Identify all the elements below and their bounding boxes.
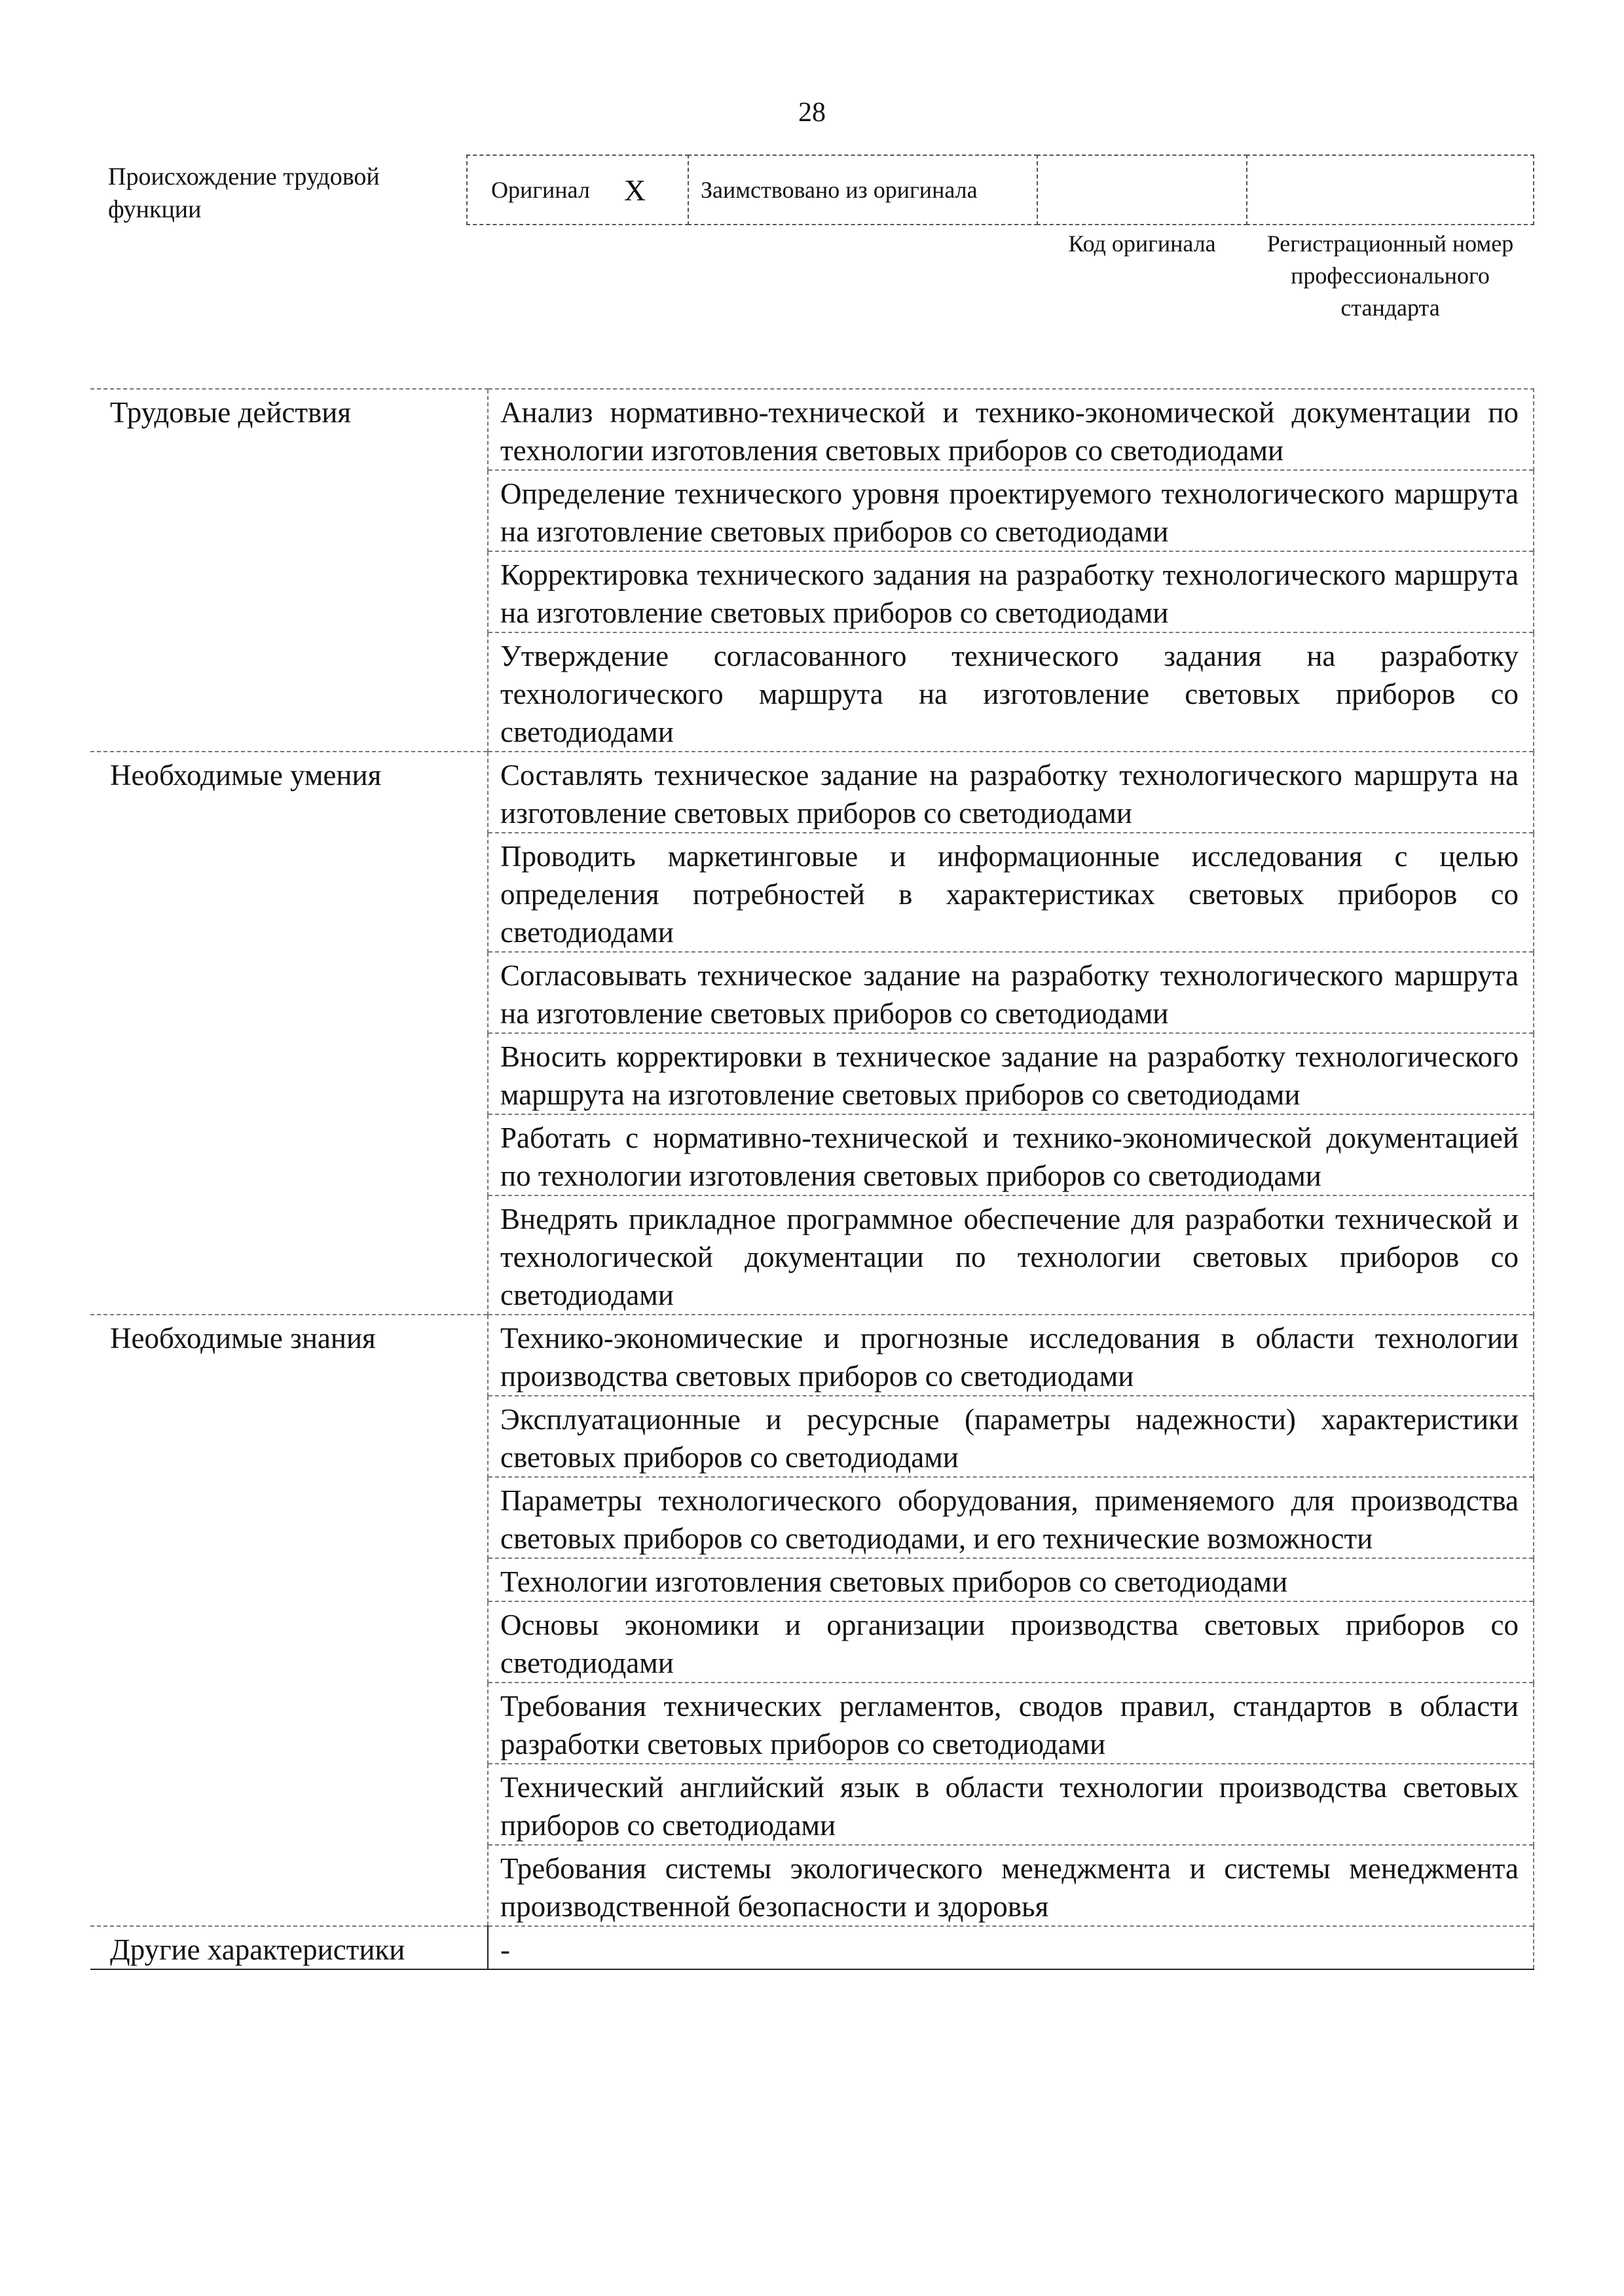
- list-item: Технико-экономические и прогнозные исследования в области технологии производства световых приборов со светодиодами: [488, 1315, 1534, 1396]
- list-item: Утверждение согласованного технического задания на разработку технологического маршрута на изготовление световых приборов со светодиодами: [488, 632, 1534, 752]
- page-number: 28: [798, 98, 826, 128]
- list-item: Согласовывать техническое задание на разработку технологического маршрута на изготовление световых приборов со светодиодами: [488, 952, 1534, 1033]
- borrowed-label: Заимствовано из оригинала: [701, 177, 978, 203]
- original-label: Оригинал: [491, 177, 590, 203]
- list-item: Определение технического уровня проектируемого технологического маршрута на изготовление световых приборов со светодиодами: [488, 470, 1534, 551]
- list-item: Требования технических регламентов, сводов правил, стандартов в области разработки световых приборов со светодиодами: [488, 1683, 1534, 1764]
- list-item: Требования системы экологического менеджмента и системы менеджмента производственной безопасности и здоровья: [488, 1845, 1534, 1926]
- list-item: Параметры технологического оборудования, применяемого для производства световых приборов со светодиодами, и его технические возможности: [488, 1477, 1534, 1558]
- section-title-actions: Трудовые действия: [90, 389, 488, 752]
- registration-number-cell: [1246, 155, 1534, 225]
- table-row: [90, 389, 1534, 470]
- labor-function-table: [90, 388, 1534, 1970]
- table-row: [90, 1926, 1534, 1969]
- section-title-other: Другие характеристики: [90, 1926, 488, 1969]
- list-item: Технический английский язык в области технологии производства световых приборов со светодиодами: [488, 1764, 1534, 1845]
- table-row: [90, 752, 1534, 833]
- list-item: Анализ нормативно-технической и технико-экономической документации по технологии изготовления световых приборов со светодиодами: [488, 389, 1534, 470]
- section-title-knowledge: Необходимые знания: [90, 1315, 488, 1926]
- original-mark: X: [623, 173, 646, 207]
- section-title-skills: Необходимые умения: [90, 752, 488, 1315]
- other-value: -: [488, 1926, 1534, 1969]
- list-item: Проводить маркетинговые и информационные исследования с целью определения потребностей в характеристиках световых приборов со светодиодами: [488, 833, 1534, 952]
- code-caption: Код оригинала: [1068, 230, 1216, 257]
- list-item: Вносить корректировки в техническое задание на разработку технологического маршрута на изготовление световых приборов со светодиодами: [488, 1033, 1534, 1114]
- list-item: Составлять техническое задание на разработку технологического маршрута на изготовление световых приборов со светодиодами: [488, 752, 1534, 833]
- list-item: Эксплуатационные и ресурсные (параметры надежности) характеристики световых приборов со светодиодами: [488, 1396, 1534, 1477]
- list-item: Работать с нормативно-технической и технико-экономической документацией по технологии изготовления световых приборов со светодиодами: [488, 1114, 1534, 1195]
- list-item: Основы экономики и организации производства световых приборов со светодиодами: [488, 1601, 1534, 1683]
- list-item: Внедрять прикладное программное обеспечение для разработки технической и технологической документации по технологии световых приборов со светодиодами: [488, 1195, 1534, 1315]
- origin-label: Происхождение трудовой функции: [108, 163, 380, 223]
- registration-caption: Регистрационный номер профессионального стандарта: [1266, 230, 1514, 321]
- origin-borrowed-cell: [688, 155, 1038, 225]
- original-code-cell: [1037, 155, 1247, 225]
- list-item: Корректировка технического задания на разработку технологического маршрута на изготовление световых приборов со светодиодами: [488, 551, 1534, 632]
- list-item: Технологии изготовления световых приборов со светодиодами: [488, 1558, 1534, 1601]
- origin-original-cell: [466, 155, 689, 225]
- table-row: [90, 1315, 1534, 1396]
